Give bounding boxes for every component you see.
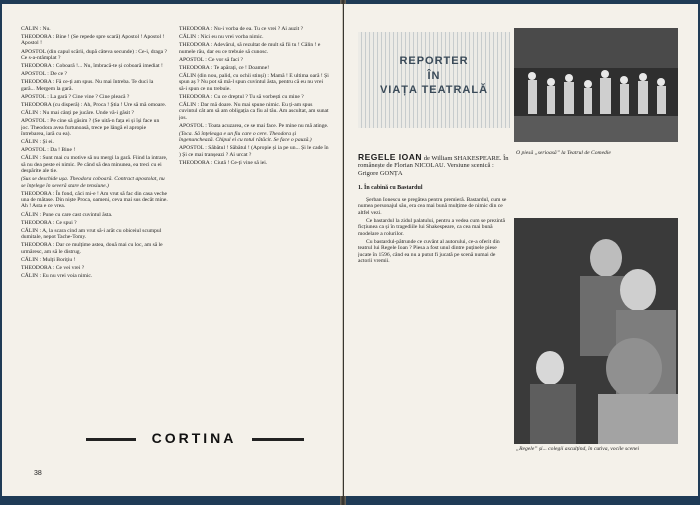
dialogue-line: THEODORA : Coboară !... Nu, îmbracă-te și coboară imediat ! xyxy=(21,63,163,70)
actors-photo xyxy=(514,218,678,444)
dialogue-line: APOSTOL : De ce ? xyxy=(21,71,67,78)
play-name: REGELE IOAN xyxy=(358,152,423,162)
dialogue-line: THEODORA : Fă ce-ți am spus. Nu mai întreba. Te duci la gară... Mergem la gară. xyxy=(21,79,154,92)
left-column-1 xyxy=(21,26,168,458)
dialogue-line: THEODORA : Adevărul, să rezultat de mult să fii tu ! Călin ! e numele rău, dar eu ce trebuie să cunosc. xyxy=(179,42,321,55)
dialogue-line: CĂLIN : Nici eu nu vrei vorba nimic. xyxy=(179,34,264,41)
cortina-rule-left xyxy=(86,438,136,441)
dialogue-line: APOSTOL : La gară ? Cine vine ? Cine pleacă ? xyxy=(21,93,130,100)
dialogue-line: CĂLIN : Mulți Borițiu ! xyxy=(21,256,76,263)
dialogue-line: CĂLIN : A, la scara cind am vrut să-i arăt cu obiceiul scumpul dumitale, nepot Tache-Tomy. xyxy=(21,227,162,241)
dialogue-line: APOSTOL : Săbătul ! Săbătul ! (Apropie și ia pe un... Și le cade în ) Și ce mai tranșeazi ? Ai urcat ? xyxy=(179,145,329,158)
dialogue-line: THEODORA : Dar ce mulțime astea, două mai cu loc, am să le urmăresc, am să le distrug. xyxy=(21,242,163,255)
banner-line-2: ÎN xyxy=(427,70,441,82)
stage-photo-image xyxy=(514,28,678,142)
dialogue-line: CĂLIN : Nu. xyxy=(21,26,51,32)
stage-photo xyxy=(514,28,678,142)
dialogue-line: CĂLIN : Eu nu vrei voia nimic. xyxy=(21,273,93,280)
article-paragraph: Ce bastardul la zidul palatului, pentru a vedea cum se prezintă ficțiunea ca și în tragediile lui Shakespeare, ca cea mai bună modelare a rolurilor. xyxy=(358,218,506,237)
article-body xyxy=(358,197,510,487)
play-title xyxy=(358,154,510,177)
dialogue-line: THEODORA : În fond, căci mi-e ! Am vrut să fac din casa veche una de mătase. Din niște Proca, oameni, ceva mai sus decât mine. Ah ! Asta e ce vrea. xyxy=(21,190,168,210)
dialogue-line: THEODORA (cu disperă) : Ah, Proca ! Știa ! Ure să mă omoare. xyxy=(21,102,167,109)
dialogue-line: THEODORA : Ce vei vrei ? xyxy=(21,264,85,271)
page-number: 38 xyxy=(34,470,42,477)
dialogue-line: THEODORA : Nu-i vorba de ea. Tu ce vrei ? Ai auzit ? xyxy=(179,26,304,32)
dialogue-line: APOSTOL : Toata acuzarea, ce se mai face. Pe mine nu mă atinge. xyxy=(179,122,329,129)
actors-photo-image xyxy=(514,218,678,444)
dialogue-line: CĂLIN : Și ei. xyxy=(21,139,54,146)
left-column-2 xyxy=(179,26,329,430)
play-credits: de William SHAKESPEARE. În românește de Florian NICOLAU. Versiune scenică : Grigore GONȚA xyxy=(358,155,509,177)
left-page xyxy=(2,4,343,496)
section-heading: 1. În cabină cu Bastardul xyxy=(358,185,423,191)
cortina-rule-right xyxy=(252,438,304,441)
dialogue-line: CĂLIN : Nu mai cânți pe jucăre. Unde vă-i găsit ? xyxy=(21,110,134,117)
dialogue-line: (Toca. Să înțeleaga e un fiu care o cere. Theodora și îngenunchează. Chipul ei cu totul rătăcit. Se face o pauză.) xyxy=(179,130,312,144)
dialogue-line: APOSTOL : Ce vor să faci ? xyxy=(179,56,244,63)
banner-line-1: REPORTER xyxy=(399,55,469,67)
article-paragraph: Cu bastardul-pătrunde ce cuvânt al autorului, ce-a oferit din teatrul lui Regele Ioan ? Piesa a fost unul dintre puținele piese jucate în 1596, când ea nu a putut fi jucată pe scenă numai de actorii vremii. xyxy=(358,239,500,265)
dialogue-line: APOSTOL : Pe cine să găsim ? (Se uită-n fața ei și își face un joc. Theodora avea furtunoasă, trece pe lângă el apropie întrebarea, iară cu ea). xyxy=(21,118,160,137)
reporter-banner xyxy=(358,32,510,128)
banner-line-3: VIAȚA TEATRALĂ xyxy=(379,84,489,96)
stage-photo-caption: O piesă „serioasă” la Teatrul de Comedie xyxy=(516,150,611,156)
actors-photo-caption: „Regele” și... colegii asculțind, în cutiva, vocile scenei xyxy=(516,446,640,452)
dialogue-line: THEODORA : Te apărați, ce ! Doamne! xyxy=(179,64,270,71)
dialogue-line: THEODORA : Ciută ! Ce-ți vine să iei. xyxy=(179,159,268,166)
dialogue-line: THEODORA : Bine ! (Se repede spre scară) Apostol ! Apostol ! Apostol ! xyxy=(21,34,165,47)
dialogue-line: THEODORA : Ce spui ? xyxy=(21,219,77,226)
dialogue-line: APOSTOL : Da ! Bine ! xyxy=(21,147,76,154)
dialogue-line: (Sus se deschide ușa. Theodora coboară. Contract apostolat, nu se înțelege în severă stare de tensiune.) xyxy=(21,176,165,189)
dialogue-line: CĂLIN (din nou, palid, cu ochii stinși) : Mamă ! E ultima oară ! Și spun aș ? Nu pot să mă-l spun cuvintul ăsta, pentru că eu nu vrei să-i spun ce nu trebuie. xyxy=(179,73,329,92)
dialogue-line: CĂLIN : Sunt mai cu motive să nu mergi la gară. Fiind la intrare, să nu dea peste ei nimic. Pe când să dea minunea, ea treci cu ei despărite ale tie. xyxy=(21,155,168,175)
dialogue-line: CĂLIN : Dar mă doare. Nu mai spune nimic. Eu ți-am spus cuvintul cât am să am obligația ca fiu al tău. Am ascultat, am sunat jos. xyxy=(179,102,329,121)
cortina-heading: CORTINA xyxy=(151,430,237,446)
dialogue-line: APOSTOL (din capul scării, după câteva secunde) : Ce-i, draga ? Ce s-a-ntâmplat ? xyxy=(21,48,168,61)
dialogue-line: CĂLIN : Pune cu care cast cuvintul ăsta. xyxy=(21,211,113,218)
dialogue-line: THEODORA : Cu ce dreptul ? Tu să vorbești cu mine ? xyxy=(179,93,304,100)
article-paragraph: Șerban Ionescu se pregătea pentru premieră. Bastardul, cum se numea personajul său, era cea mai bună mulțime de nimic din ce altfel vezi. xyxy=(358,197,507,216)
right-page xyxy=(344,4,698,496)
